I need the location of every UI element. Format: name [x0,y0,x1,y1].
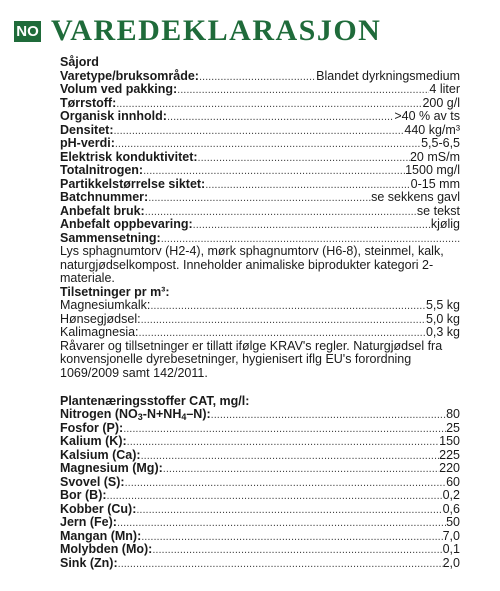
property-row-value: se sekkens gavl [371,190,460,204]
additive-row-value: 5,5 kg [425,298,460,313]
dot-leader [211,409,446,422]
nutrient-row-value: 0,2 [442,488,460,503]
nutrient-row-label: Bor (B): [60,488,107,503]
nutrient-row [60,530,460,544]
nitrogen-suffix: –N): [186,407,211,422]
additives-note: Råvarer og tillsetninger er tillatt ifølge KRAV's regler. Naturgjødsel fra konvensjonelle dyrebesetninger, hygienisert iflg EU's forordning 1069/2009 samt 142/2011. [60,338,443,380]
nutrient-row-label: Mangan (Mn): [60,528,142,543]
property-row [60,218,460,232]
additives-title: Tilsetninger pr m³: [60,284,170,299]
nutrient-row-label: Jern (Fe): [60,515,117,530]
language-badge: NO [14,21,41,42]
dot-leader [141,531,442,544]
property-row-label: Volum ved pakking: [60,82,178,96]
dot-leader [141,314,426,327]
dot-leader [127,436,439,449]
dot-leader [148,192,371,205]
nutrient-row [60,422,460,436]
additive-row-label: Kalimagnesia: [60,325,139,340]
nutrient-row-value: 0,6 [442,501,460,516]
property-row-label: pH-verdi: [60,136,115,150]
dot-leader [152,544,442,557]
property-row-label: Tørrstoff: [60,95,117,110]
property-row [60,232,460,246]
declaration-content [60,56,460,570]
dot-leader [107,490,443,503]
additive-row [60,326,460,340]
property-row-value: kjølig [430,217,460,231]
property-row-value: Blandet dyrkningsmedium [316,68,460,83]
nutrient-row [60,462,460,476]
dot-leader [199,71,316,84]
property-row [60,97,460,111]
nutrient-row-value: 220 [439,461,460,476]
dot-leader [150,300,426,313]
property-row [60,83,460,97]
page-title: VAREDEKLARASJON [51,14,382,47]
dot-leader [117,517,446,530]
nutrient-row-value: 150 [439,434,460,449]
property-row [60,70,460,84]
dot-leader [125,477,446,490]
nutrients-title: Plantenæringsstoffer CAT, mg/l: [60,393,250,408]
property-row-value: 0-15 mm [410,176,460,191]
property-row [60,137,460,151]
property-row-label: Elektrisk konduktivitet: [60,149,198,164]
nutrient-row [60,503,460,517]
nutrient-row-value: 0,1 [442,542,460,557]
nutrient-row-label: Svovel (S): [60,474,125,489]
property-row-label: Partikkelstørrelse siktet: [60,176,206,191]
property-row-value: 440 kg/m³ [404,122,460,137]
nitrogen-sub2: 4 [181,412,187,423]
property-row [60,164,460,178]
property-row-label: Anbefalt oppbevaring: [60,217,193,231]
additives-list [60,299,460,340]
nutrient-row-label: Fosfor (P): [60,420,124,435]
property-row-label: Totalnitrogen: [60,163,144,177]
nitrogen-mid: -N+NH [142,407,182,422]
product-properties [60,70,460,246]
product-name: Såjord [60,55,99,69]
nutrients-list [60,422,460,571]
nutrient-row [60,489,460,503]
property-row-value: se tekst [416,203,460,218]
additive-row-value: 0,3 kg [425,325,460,340]
property-row-label: Sammensetning: [60,230,161,245]
nutrient-row-value: 25 [446,420,460,435]
property-row-value: 20 mS/m [409,149,460,164]
property-row-label: Batchnummer: [60,190,149,204]
nutrient-row-nitrogen [60,408,460,422]
nutrient-row-label: Magnesium (Mg): [60,461,163,476]
dot-leader [163,463,439,476]
section-gap [60,381,460,395]
additive-row [60,299,460,313]
nutrient-row [60,449,460,463]
nutrient-row-value: 225 [439,447,460,462]
additive-row-label: Magnesiumkalk: [60,298,151,313]
composition-text: Lys sphagnumtorv (H2-4), mørk sphagnumtorv (H6-8), steinmel, kalk, naturgjødselkompost. Inneholder animaliske biprodukter kategori 2-materiale. [60,244,444,286]
property-row [60,205,460,219]
property-row-value: 1500 mg/l [405,163,460,177]
declaration-header [14,14,381,48]
nutrient-row [60,557,460,571]
nutrient-value: 80 [446,407,460,422]
property-row [60,178,460,192]
nitrogen-sub1: 3 [137,412,143,423]
nutrient-row-label: Kalsium (Ca): [60,447,141,462]
additive-row-value: 5,0 kg [425,311,460,326]
dot-leader [123,423,446,436]
nutrient-row [60,516,460,530]
dot-leader [193,219,431,232]
nutrient-row-value: 60 [446,474,460,489]
nutrient-row-label: Molybden (Mo): [60,542,153,557]
nutrient-row [60,435,460,449]
property-row [60,124,460,138]
property-row [60,151,460,165]
dot-leader [113,125,404,138]
property-row [60,110,460,124]
property-row-label: Organisk innhold: [60,109,167,123]
dot-leader [167,111,394,124]
property-row-label: Varetype/bruksområde: [60,68,199,83]
dot-leader [118,558,443,571]
property-row-value: 5,5-6,5 [421,136,460,150]
additive-row [60,313,460,327]
nutrient-row-label: Kalium (K): [60,434,127,449]
property-row-value: >40 % av ts [394,109,460,123]
dot-leader [141,450,440,463]
nutrient-row-value: 2,0 [442,555,460,570]
property-row-value: 200 g/l [422,95,460,110]
nutrient-row [60,476,460,490]
additive-row-label: Hønsegjødsel: [60,311,141,326]
nitrogen-prefix: Nitrogen (NO [60,407,138,422]
dot-leader [136,504,442,517]
nutrient-row-value: 50 [446,515,460,530]
nutrient-row-label: Kobber (Cu): [60,501,137,516]
property-row-label: Anbefalt bruk: [60,203,145,218]
nutrient-row-label: Sink (Zn): [60,555,118,570]
dot-leader [177,84,429,97]
dot-leader [198,152,410,165]
nutrient-row [60,543,460,557]
property-row-value: 4 liter [429,82,460,96]
nutrient-row-value: 7,0 [442,528,460,543]
property-row [60,191,460,205]
property-row-label: Densitet: [60,122,114,137]
